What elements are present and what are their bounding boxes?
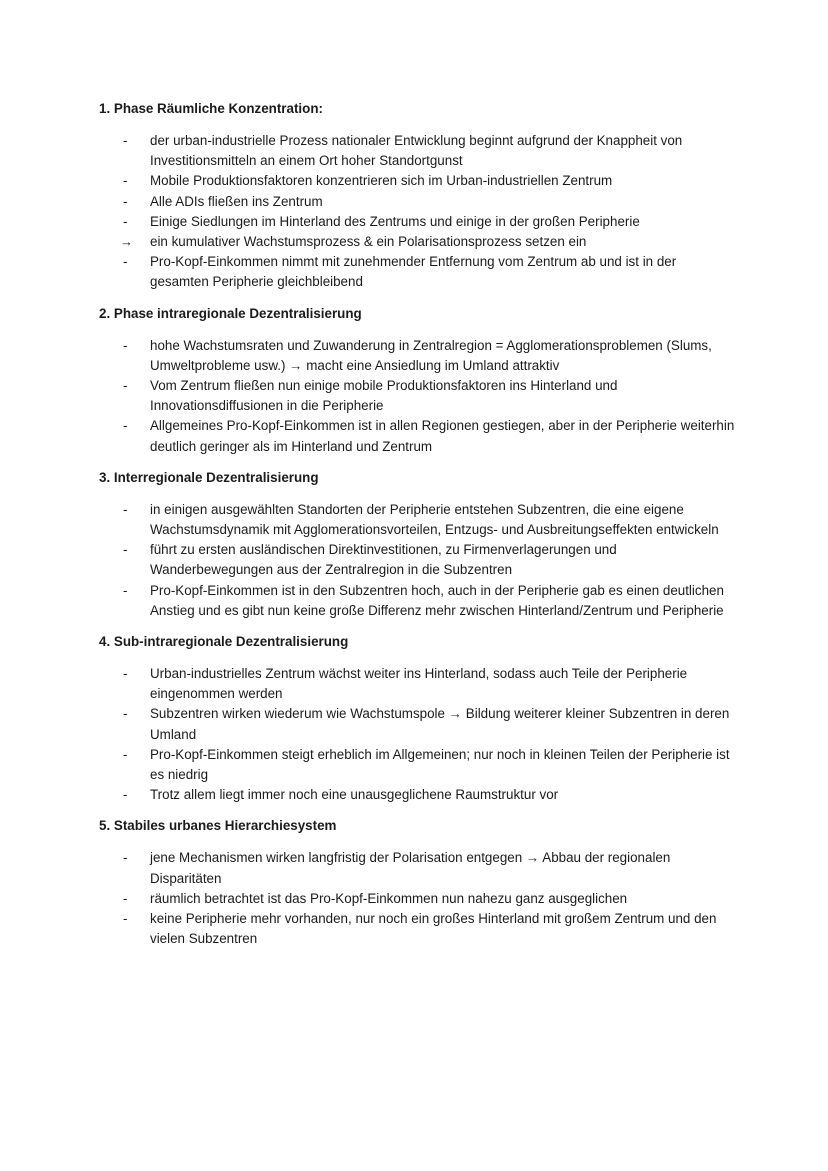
arrow-bullet-icon: → [120, 234, 133, 250]
list-item [99, 704, 738, 744]
bullet-list [99, 848, 738, 949]
list-item [99, 232, 738, 252]
dash-bullet: - [123, 890, 128, 906]
dash-bullet: - [123, 787, 128, 803]
list-item-text: räumlich betrachtet ist das Pro-Kopf-Einkommen nun nahezu ganz ausgeglichen [150, 890, 628, 906]
bullet-list [99, 664, 738, 805]
dash-bullet: - [123, 911, 128, 927]
section-heading: 5. Stabiles urbanes Hierarchiesystem [99, 818, 337, 834]
bullet-list [99, 336, 738, 457]
dash-bullet: - [123, 133, 128, 148]
list-item-text: führt zu ersten ausländischen Direktinvestitionen, zu Firmenverlagerungen und Wanderbewegungen aus der Zentralregion in die Subzentren [150, 542, 617, 578]
list-item-text: hohe Wachstumsraten und Zuwanderung in Zentralregion = Agglomerationsproblemen (Slums, Umweltprobleme usw.) → macht eine Ansiedlung im Umland attraktiv [150, 337, 712, 373]
list-item-text: Pro-Kopf-Einkommen nimmt mit zunehmender Entfernung vom Zentrum ab und ist in der gesamten Peripherie gleichbleibend [150, 254, 677, 290]
dash-bullet: - [123, 582, 128, 598]
section-heading: 4. Sub-intraregionale Dezentralisierung [99, 634, 349, 650]
section-phase-1 [99, 99, 738, 293]
bullet-list [99, 500, 738, 621]
dash-bullet: - [123, 501, 128, 517]
list-item-text: Trotz allem liegt immer noch eine unausgeglichene Raumstruktur vor [150, 787, 559, 803]
list-item [99, 252, 738, 292]
list-item [99, 131, 738, 171]
list-item [99, 785, 738, 805]
dash-bullet: - [123, 193, 128, 209]
list-item-text: Pro-Kopf-Einkommen steigt erheblich im Allgemeinen; nur noch in kleinen Teilen der Peripherie ist es niedrig [150, 746, 730, 783]
list-item-text: keine Peripherie mehr vorhanden, nur noch ein großes Hinterland mit großem Zentrum und den vielen Subzentren [150, 911, 717, 947]
list-item [99, 171, 738, 191]
dash-bullet: - [123, 213, 128, 229]
dash-bullet: - [123, 173, 128, 189]
section-phase-5 [99, 816, 738, 949]
section-phase-4 [99, 632, 738, 805]
section-heading: 3. Interregionale Dezentralisierung [99, 469, 319, 485]
list-item [99, 664, 738, 704]
section-phase-2 [99, 304, 738, 457]
list-item-text: Subzentren wirken wiederum wie Wachstumspole → Bildung weiterer kleiner Subzentren in deren Umland [150, 706, 730, 742]
dash-bullet: - [123, 418, 128, 434]
list-item [99, 376, 738, 416]
list-item [99, 889, 738, 909]
dash-bullet: - [123, 706, 128, 722]
list-item [99, 909, 738, 949]
list-item-text: Urban-industrielles Zentrum wächst weiter ins Hinterland, sodass auch Teile der Peripherie eingenommen werden [150, 666, 688, 702]
list-item-text: Pro-Kopf-Einkommen ist in den Subzentren hoch, auch in der Peripherie gab es einen deutlichen Anstieg und es gibt nun keine große Differenz mehr zwischen Hinterland/Zentrum und Peripherie [150, 582, 724, 618]
section-heading: 2. Phase intraregionale Dezentralisierung [99, 305, 362, 321]
list-item-text: Mobile Produktionsfaktoren konzentrieren sich im Urban-industriellen Zentrum [150, 173, 613, 189]
list-item-text: ein kumulativer Wachstumsprozess & ein Polarisationsprozess setzen ein [150, 234, 587, 250]
list-item [99, 540, 738, 580]
list-item-text: in einigen ausgewählten Standorten der Peripherie entstehen Subzentren, die eine eigene Wachstumsdynamik mit Agglomerationsvorteilen, Entzugs- und Ausbreitungseffekten entwickeln [150, 501, 719, 538]
list-item [99, 581, 738, 621]
section-phase-3 [99, 468, 738, 621]
list-item-text: Einige Siedlungen im Hinterland des Zentrums und einige in der großen Peripherie [150, 213, 640, 229]
list-item-text: Vom Zentrum fließen nun einige mobile Produktionsfaktoren ins Hinterland und Innovationsdiffusionen in die Peripherie [150, 378, 618, 414]
dash-bullet: - [123, 378, 128, 394]
list-item-text: Allgemeines Pro-Kopf-Einkommen ist in allen Regionen gestiegen, aber in der Peripherie weiterhin deutlich geringer als im Hinterland und Zentrum [150, 418, 735, 454]
list-item [99, 416, 738, 456]
bullet-list [99, 131, 738, 293]
dash-bullet: - [123, 254, 128, 270]
dash-bullet: - [123, 337, 128, 353]
dash-bullet: - [123, 746, 128, 762]
list-item [99, 336, 738, 376]
list-item [99, 212, 738, 232]
list-item-text: der urban-industrielle Prozess nationaler Entwicklung beginnt aufgrund der Knappheit von Investitionsmitteln an einem Ort hoher Standortgunst [150, 133, 683, 169]
dash-bullet: - [123, 666, 128, 682]
list-item [99, 192, 738, 212]
dash-bullet: - [123, 542, 128, 558]
list-item-text: Alle ADIs fließen ins Zentrum [150, 193, 323, 209]
list-item [99, 500, 738, 540]
dash-bullet: - [123, 850, 128, 866]
list-item-text: jene Mechanismen wirken langfristig der Polarisation entgegen → Abbau der regionalen Disparitäten [150, 850, 671, 886]
list-item [99, 848, 738, 888]
section-heading: 1. Phase Räumliche Konzentration: [99, 101, 323, 116]
list-item [99, 745, 738, 785]
